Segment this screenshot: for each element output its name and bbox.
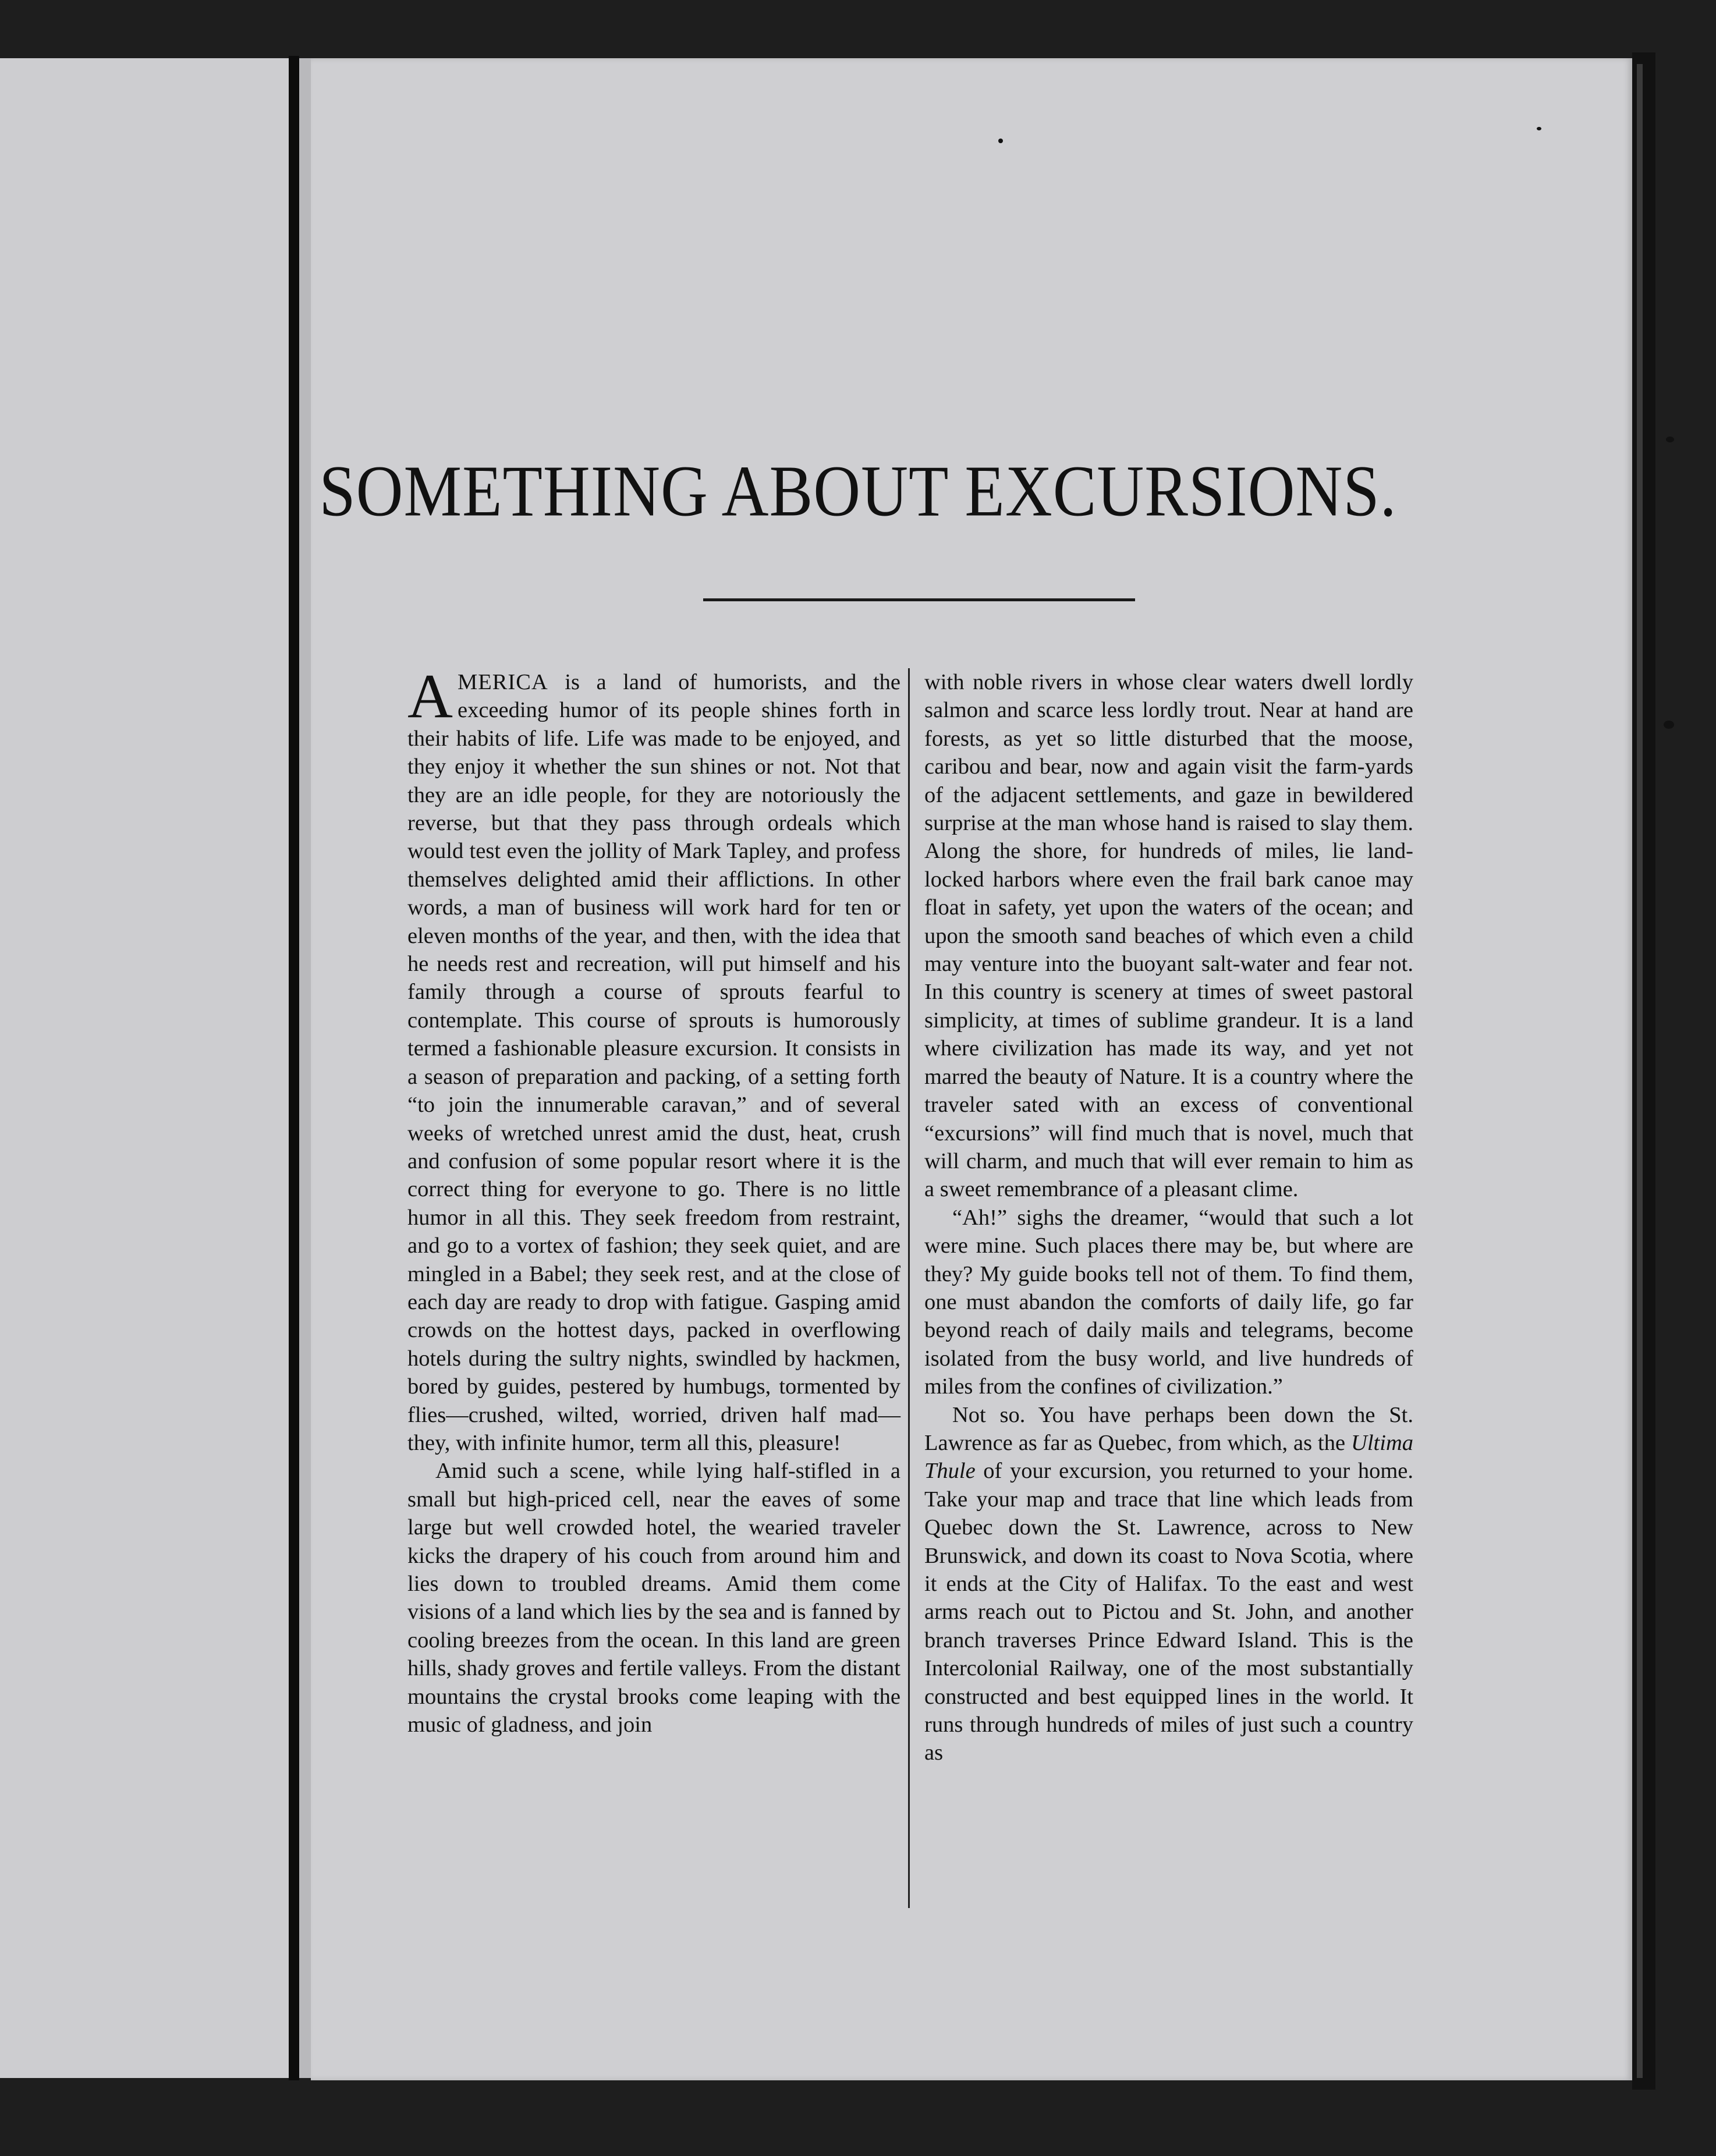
- page-title: SOMETHING ABOUT EXCURSIONS.: [319, 451, 1397, 532]
- title-rule: [703, 598, 1135, 601]
- right-column: [924, 668, 1413, 1767]
- left-column: [407, 662, 900, 1739]
- ink-speck: [1664, 721, 1674, 729]
- paragraph-5-text-b: of your excursion, you returned to your home. Take your map and trace that line which leads from Quebec down the St. Lawrence, across to New Brunswick, and down its coast to Nova Scotia, where it ends at the City of Halifax. To the east and west arms reach out to Pictou and St. John, and another branch traverses Prince Edward Island. This is the Intercolonial Railway, one of the most substantially constructed and best equipped lines in the world. It runs through hundreds of miles of just such a country as: [924, 1459, 1413, 1765]
- paragraph-4: “Ah!” sighs the dreamer, “would that such a lot were mine. Such places there may be, but where are they? My guide books tell not of them. To find them, one must abandon the comforts of daily life, go far beyond reach of daily mails and telegrams, become isolated from the busy world, and live hundreds of miles from the confines of civilization.”: [924, 1205, 1413, 1399]
- right-page-edge: [1632, 52, 1655, 2090]
- left-page-edge: [0, 58, 289, 2078]
- right-page-edge-inner: [1637, 64, 1643, 2078]
- drop-cap: A: [407, 662, 453, 731]
- paragraph-1-text: is a land of humorists, and the exceeding humor of its people shines forth in their habits of life. Life was made to be enjoyed, and they enjoy it whether the sun shines or not. Not that they are an idle people, for they are notoriously the reverse, but that they pass through ordeals which would test even the jollity of Mark Tapley, and profess themselves delighted amid their afflictions. In other words, a man of business will work hard for ten or eleven months of the year, and then, with the idea that he needs rest and recreation, will put himself and his family through a course of sprouts fearful to contemplate. This course of sprouts is humorously termed a fashionable pleasure excursion. It consists in a season of preparation and packing, of a setting forth “to join the innumerable caravan,” and of several weeks of wretched unrest amid the dust, heat, crush and confusion of some popular resort where it is the correct thing for everyone to go. There is no little humor in all this. They seek freedom from restraint, and go to a vortex of fashion; they seek quiet, and are mingled in a Babel; they seek rest, and at the close of each day are ready to drop with fatigue. Gasping amid crowds on the hottest days, packed in overflowing hotels during the sultry nights, swindled by hackmen, bored by guides, pestered by humbugs, tormented by flies—crushed, wilted, worried, driven half mad—they, with infinite humor, term all this, pleasure!: [407, 670, 900, 1455]
- ink-speck: [1537, 127, 1541, 130]
- opening-word: MERICA: [458, 670, 548, 694]
- paragraph-3: with noble rivers in whose clear waters dwell lordly salmon and scarce less lordly trout. Near at hand are forests, as yet so little disturbed that the moose, caribou and bear, now and again visit the farm-yards of the adjacent settlements, and gaze in bewildered surprise at the man whose hand is raised to slay them. Along the shore, for hundreds of miles, lie land-locked harbors where even the frail bark canoe may float in safety, yet upon the waters of the ocean; and upon the smooth sand beaches of which even a child may venture into the buoyant salt-water and fear not. In this country is scenery at times of sweet pastoral simplicity, at times of sublime grandeur. It is a land where civilization has made its way, and yet not marred the beauty of Nature. It is a country where the traveler sated with an excess of conventional “excursions” will find much that is novel, much that will charm, and much that will ever remain to him as a sweet remembrance of a pleasant clime.: [924, 670, 1413, 1202]
- paragraph-5: [924, 1401, 1413, 1767]
- book-spine: [289, 56, 299, 2080]
- italic-phrase: Ultima Thule: [924, 1430, 1413, 1484]
- gutter: [299, 58, 311, 2078]
- paragraph-1: [407, 662, 900, 1457]
- paragraph-5-text-a: Not so. You have perhaps been down the St. Lawrence as far as Quebec, from which, as the: [924, 1402, 1413, 1455]
- ink-speck: [1666, 437, 1674, 442]
- column-divider: [908, 668, 910, 1908]
- paragraph-2: Amid such a scene, while lying half-stifled in a small but high-priced cell, near the eaves of some large but well crowded hotel, the wearied traveler kicks the drapery of his couch from around him and lies down to troubled dreams. Amid them come visions of a land which lies by the sea and is fanned by cooling breezes from the ocean. In this land are green hills, shady groves and fertile valleys. From the distant mountains the crystal brooks come leaping with the music of gladness, and join: [407, 1459, 900, 1737]
- ink-speck: [998, 139, 1003, 143]
